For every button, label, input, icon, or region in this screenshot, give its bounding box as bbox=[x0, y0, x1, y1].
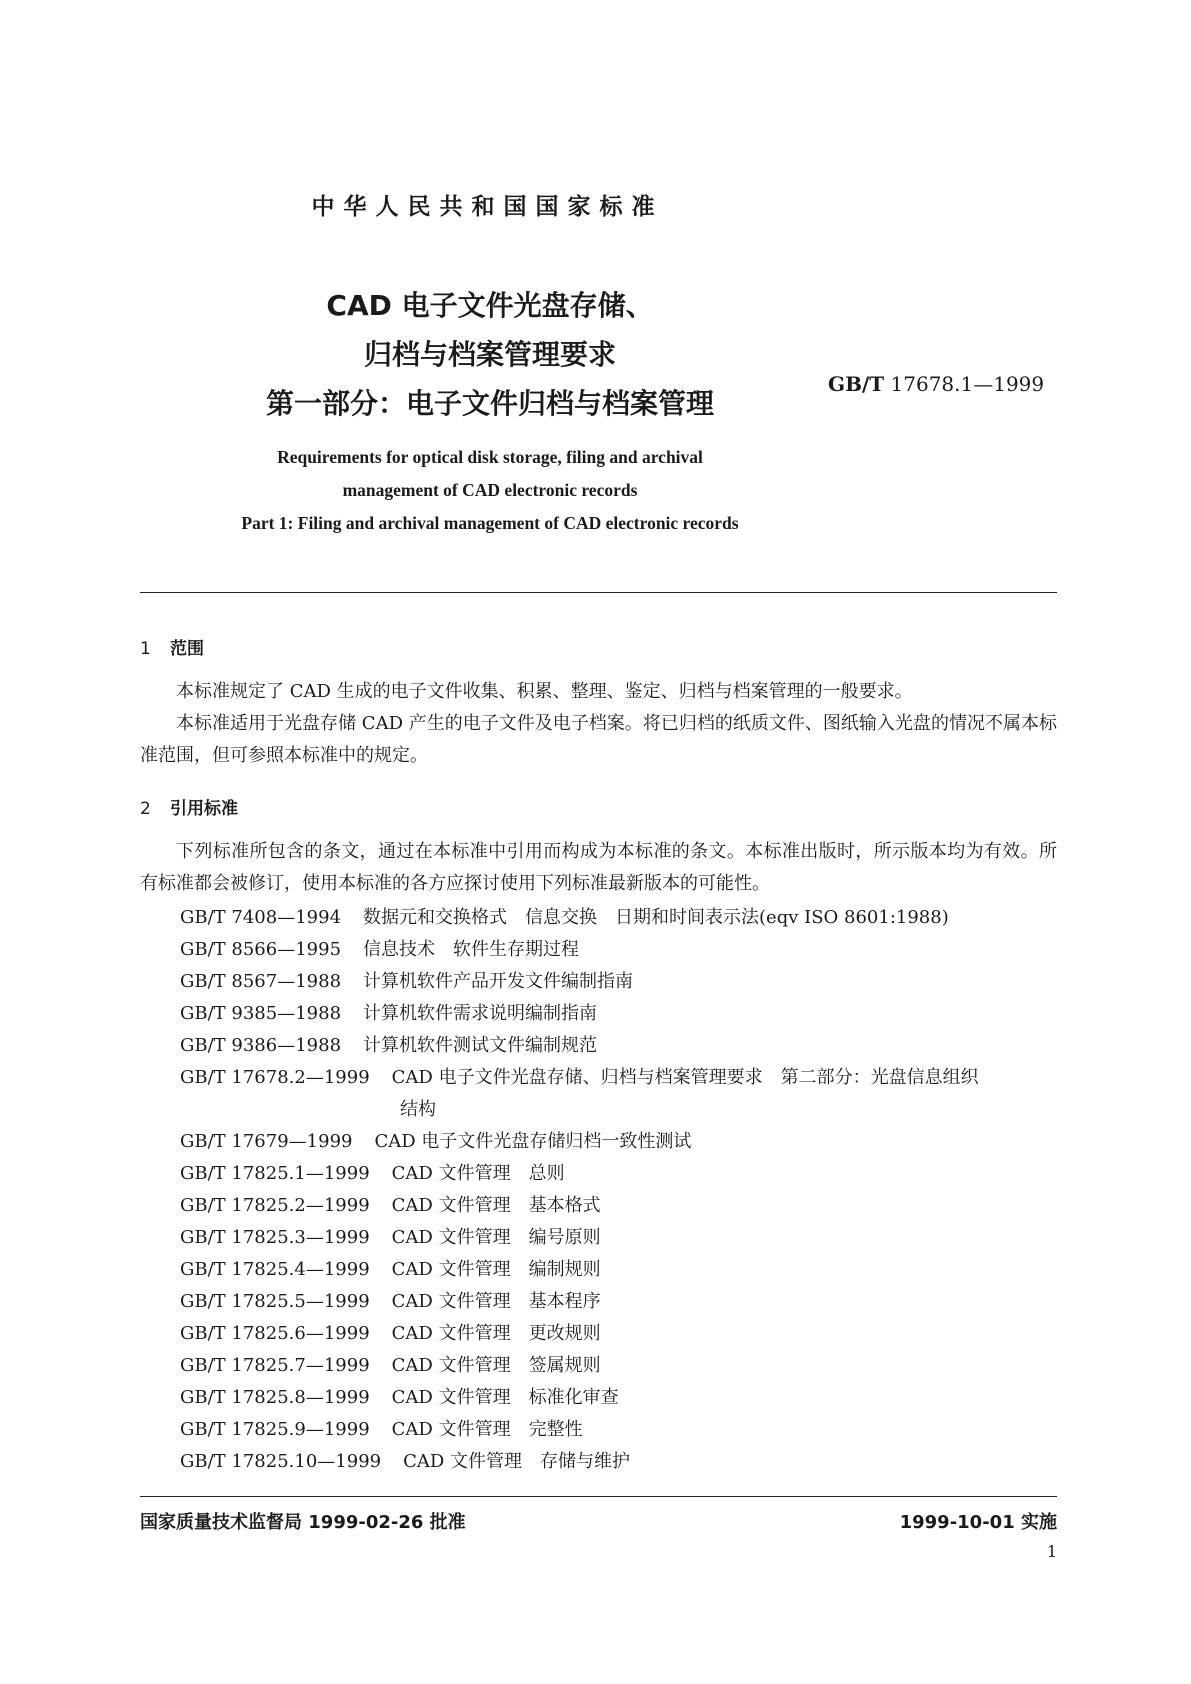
title-en-line-1: Requirements for optical disk storage, filing and archival bbox=[277, 447, 703, 467]
reference-item bbox=[180, 1415, 583, 1441]
reference-code: GB/T 17825.1—1999 bbox=[180, 1163, 370, 1184]
reference-code: GB/T 8566—1995 bbox=[180, 939, 342, 960]
reference-code: GB/T 17678.2—1999 bbox=[180, 1067, 370, 1088]
title-cn-line-1: CAD 电子文件光盘存储、 bbox=[326, 289, 654, 322]
reference-item bbox=[180, 1127, 691, 1153]
reference-item bbox=[180, 1383, 619, 1409]
standard-number bbox=[828, 372, 1044, 396]
reference-title: CAD 文件管理 编制规则 bbox=[391, 1259, 601, 1280]
standard-prefix: GB/T bbox=[828, 372, 885, 396]
effective-date: 1999-10-01 实施 bbox=[899, 1512, 1057, 1533]
reference-title: CAD 文件管理 编号原则 bbox=[391, 1227, 601, 1248]
reference-title: CAD 文件管理 标准化审查 bbox=[391, 1387, 619, 1408]
reference-code: GB/T 17825.3—1999 bbox=[180, 1227, 370, 1248]
reference-title: CAD 电子文件光盘存储归档一致性测试 bbox=[374, 1131, 692, 1152]
reference-title: 计算机软件需求说明编制指南 bbox=[363, 1003, 598, 1024]
reference-code: GB/T 8567—1988 bbox=[180, 971, 342, 992]
reference-title: CAD 文件管理 存储与维护 bbox=[403, 1451, 631, 1472]
approval-date: 国家质量技术监督局 1999-02-26 批准 bbox=[140, 1512, 466, 1533]
section-2-number: 2 bbox=[140, 799, 151, 819]
title-en-line-2: management of CAD electronic records bbox=[342, 480, 638, 500]
reference-code: GB/T 17825.9—1999 bbox=[180, 1419, 370, 1440]
reference-item bbox=[180, 1223, 601, 1249]
section-1-number: 1 bbox=[140, 639, 151, 659]
reference-code: GB/T 17825.10—1999 bbox=[180, 1451, 382, 1472]
reference-item bbox=[180, 1191, 601, 1217]
reference-title: CAD 文件管理 更改规则 bbox=[391, 1323, 601, 1344]
reference-title: CAD 文件管理 签属规则 bbox=[391, 1355, 601, 1376]
reference-code: GB/T 9386—1988 bbox=[180, 1035, 342, 1056]
header-divider bbox=[140, 592, 1057, 593]
reference-item bbox=[180, 1351, 601, 1377]
footer-divider bbox=[140, 1496, 1057, 1497]
reference-code: GB/T 17825.8—1999 bbox=[180, 1387, 370, 1408]
section-1-paragraph-2: 本标准适用于光盘存储 CAD 产生的电子文件及电子档案。将已归档的纸质文件、图纸输入光盘的情况不属本标准范围，但可参照本标准中的规定。 bbox=[140, 713, 1057, 766]
reference-code: GB/T 9385—1988 bbox=[180, 1003, 342, 1024]
reference-item bbox=[180, 999, 597, 1025]
reference-item bbox=[180, 967, 633, 993]
reference-title-continued: 结构 bbox=[400, 1099, 436, 1120]
title-cn-line-2: 归档与档案管理要求 bbox=[363, 338, 616, 371]
section-2-intro: 下列标准所包含的条文，通过在本标准中引用而构成为本标准的条文。本标准出版时，所示版本均为有效。所有标准都会被修订，使用本标准的各方应探讨使用下列标准最新版本的可能性。 bbox=[140, 841, 1057, 894]
reference-item bbox=[180, 1159, 565, 1185]
reference-item bbox=[180, 903, 949, 929]
reference-title: CAD 电子文件光盘存储、归档与档案管理要求 第二部分：光盘信息组织 bbox=[391, 1067, 979, 1088]
page-number: 1 bbox=[1046, 1542, 1057, 1561]
reference-code: GB/T 17825.2—1999 bbox=[180, 1195, 370, 1216]
reference-item bbox=[180, 1031, 597, 1057]
standard-code: 17678.1—1999 bbox=[890, 372, 1045, 396]
reference-title: CAD 文件管理 基本程序 bbox=[391, 1291, 601, 1312]
reference-item bbox=[180, 1255, 601, 1281]
reference-code: GB/T 7408—1994 bbox=[180, 907, 342, 928]
section-1-title: 范围 bbox=[170, 639, 204, 659]
reference-item bbox=[180, 1063, 979, 1089]
reference-title: 数据元和交换格式 信息交换 日期和时间表示法(eqv ISO 8601:1988) bbox=[363, 907, 949, 928]
reference-code: GB/T 17825.6—1999 bbox=[180, 1323, 370, 1344]
reference-item bbox=[180, 1287, 601, 1313]
reference-item bbox=[180, 1319, 601, 1345]
reference-item bbox=[180, 935, 579, 961]
reference-title: 计算机软件产品开发文件编制指南 bbox=[363, 971, 634, 992]
reference-title: CAD 文件管理 总则 bbox=[391, 1163, 565, 1184]
title-cn-line-3: 第一部分：电子文件归档与档案管理 bbox=[265, 387, 714, 420]
title-en-line-3: Part 1: Filing and archival management of CAD electronic records bbox=[241, 513, 739, 533]
national-standard-heading: 中华人民共和国国家标准 bbox=[311, 194, 664, 220]
section-2-title: 引用标准 bbox=[170, 799, 238, 819]
reference-code: GB/T 17825.4—1999 bbox=[180, 1259, 370, 1280]
reference-code: GB/T 17825.7—1999 bbox=[180, 1355, 370, 1376]
reference-title: 信息技术 软件生存期过程 bbox=[363, 939, 580, 960]
section-2-heading bbox=[140, 794, 238, 819]
reference-title: CAD 文件管理 完整性 bbox=[391, 1419, 583, 1440]
reference-title: CAD 文件管理 基本格式 bbox=[391, 1195, 601, 1216]
reference-item bbox=[180, 1447, 630, 1473]
reference-title: 计算机软件测试文件编制规范 bbox=[363, 1035, 598, 1056]
section-1-heading bbox=[140, 634, 204, 659]
reference-code: GB/T 17825.5—1999 bbox=[180, 1291, 370, 1312]
reference-code: GB/T 17679—1999 bbox=[180, 1131, 353, 1152]
section-1-paragraph-1: 本标准规定了 CAD 生成的电子文件收集、积累、整理、鉴定、归档与档案管理的一般要求。 bbox=[176, 681, 913, 702]
